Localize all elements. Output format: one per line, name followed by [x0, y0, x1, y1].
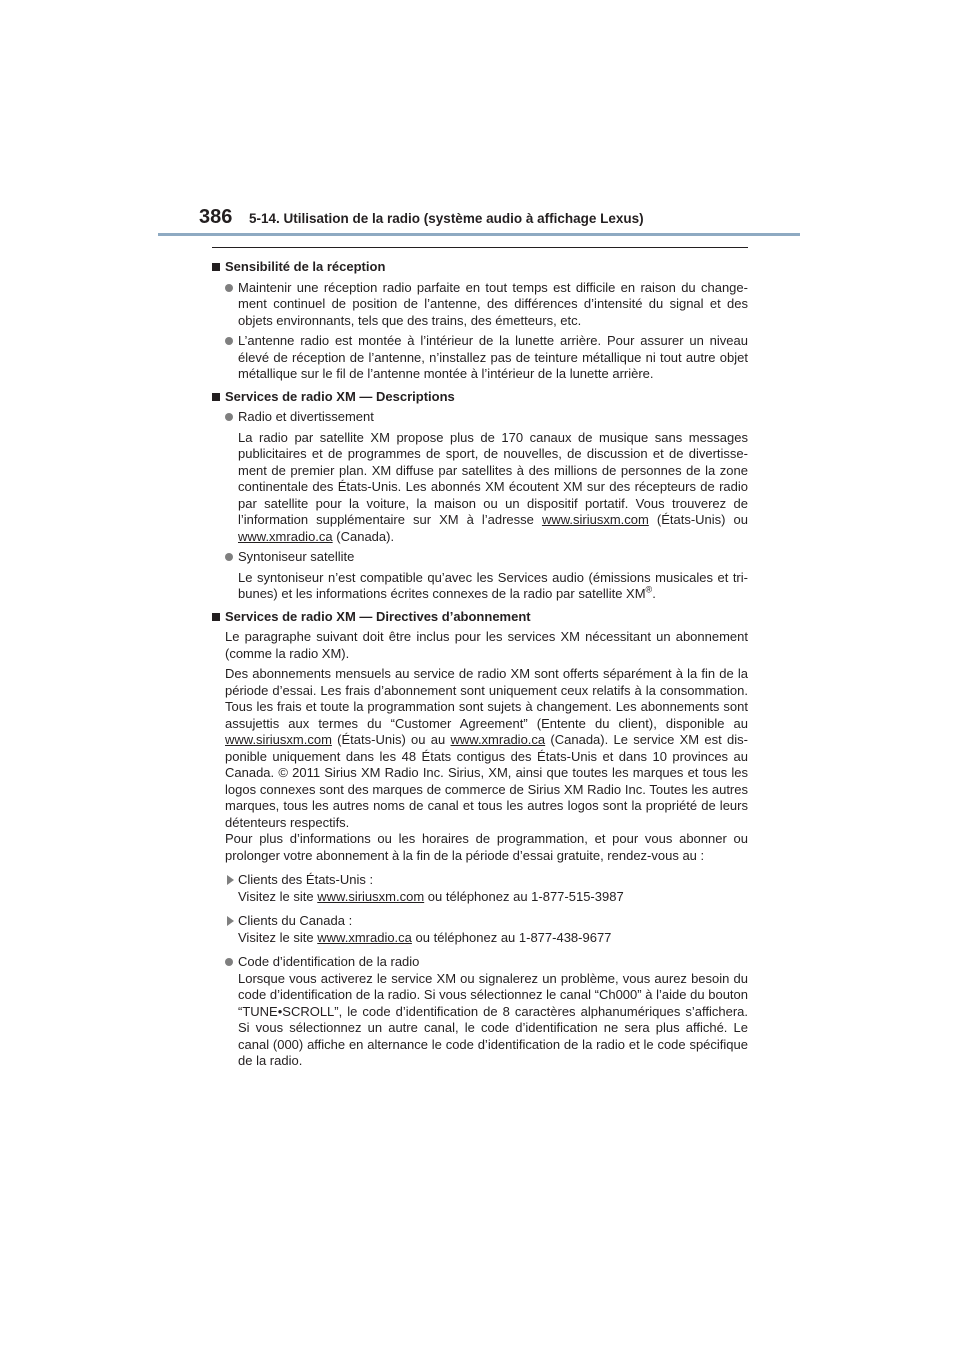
list-item-us-clients: Clients des États-Unis : Visitez le site www.siriusxm.com ou téléphonez au 1-877-515-3987 — [212, 872, 748, 905]
page-header — [0, 0, 960, 240]
round-bullet-icon — [225, 413, 233, 421]
square-bullet-icon — [212, 613, 220, 621]
list-item-radio: Radio et divertissement — [212, 409, 748, 426]
subscription-paragraph: Pour plus d’informations ou les horaires de programmation, et pour vous abonner ou prolonger votre abonnement à la fin de la période d’essai gratuite, rendez-vous au : — [225, 831, 748, 863]
round-bullet-icon — [225, 553, 233, 561]
section-heading-reception: Sensibilité de la réception — [212, 259, 748, 276]
subscription-paragraph: Le paragraphe suivant doit être inclus pour les services XM nécessitant un abonnement (comme la radio XM). — [225, 629, 748, 661]
section-heading-subscription: Services de radio XM — Directives d’abonnement — [212, 609, 748, 626]
subscription-paragraph: Des abonnements mensuels au service de radio XM sont offerts séparément à la fin de la période d’essai. Les frais d’abonnement sont uniquement ceux relatifs à la consommation. Tous les frais et toute la programmation sont sujets à changement. Les abonnements sont assujettis aux termes du “Customer Agreement” (Entente du client), disponible au www.siriusxm.com (États-Unis) ou au www.xmradio.ca (Canada). Le service XM est disponible uniquement dans les 48 États contigus des États-Unis et dans 10 provinces au Canada. © 2011 Sirius XM Radio Inc. Sirius, XM, ainsi que toutes les marques et tous les logos connexes sont des marques de commerce de Sirius XM Radio Inc. Toutes les autres marques, tous les autres noms de canal et tous les autres logos sont la propriété de leurs détenteurs respectifs. — [225, 666, 748, 830]
page-content — [212, 257, 748, 1072]
square-bullet-icon — [212, 393, 220, 401]
section-heading-descriptions: Services de radio XM — Descriptions — [212, 389, 748, 406]
page-number: 386 — [199, 206, 233, 228]
xmradio-link[interactable]: www.xmradio.ca — [238, 528, 333, 544]
section-rule — [212, 247, 748, 248]
tuner-description: Le syntoniseur n’est compatible qu’avec les Services audio (émissions musicales et tribunes) et les informations écrites connexes de la radio par satellite XM®. — [238, 569, 748, 601]
round-bullet-icon — [225, 337, 233, 345]
siriusxm-link[interactable]: www.siriusxm.com — [225, 732, 332, 747]
list-item-ca-clients: Clients du Canada : Visitez le site www.xmradio.ca ou téléphonez au 1-877-438-9677 — [212, 913, 748, 946]
arrow-bullet-icon — [227, 916, 234, 926]
round-bullet-icon — [225, 284, 233, 292]
header-rule — [158, 233, 800, 236]
siriusxm-link[interactable]: www.siriusxm.com — [541, 512, 649, 527]
siriusxm-link[interactable]: www.siriusxm.com — [317, 888, 425, 904]
list-item-radio-id: Code d’identification de la radio Lorsque vous activerez le service XM ou signalerez un problème, vous aurez besoin du code d’identification de la radio. Si vous sélectionnez le canal “Ch000” à l’aide du bouton “TUNE•SCROLL”, le code d’identification de 8 caractères alphanumériques s’affichera. Si vous sélectionnez un autre canal, le code d’identification ne sera plus affiché. Le canal (000) affiche en alternance le code d’identification de la radio et le code spécifique de la radio. — [212, 954, 748, 1070]
round-bullet-icon — [225, 958, 233, 966]
xmradio-link[interactable]: www.xmradio.ca — [450, 732, 546, 747]
chapter-title: 5-14. Utilisation de la radio (système audio à affichage Lexus) — [249, 211, 644, 226]
arrow-bullet-icon — [227, 875, 234, 885]
xmradio-link[interactable]: www.xmradio.ca — [317, 929, 412, 945]
radio-description: La radio par satellite XM propose plus de 170 canaux de musique sans messages publicitaires et de programmes de sport, de nouvelles, de discussion et de divertissement de premier plan. XM diffuse par satellites à des millions de personnes de la zone continentale des États-Unis. Les abonnés XM écoutent XM sur des récepteurs de radio par satellite pour la voiture, la maison ou un dispositif portatif. Vous trouverez de l’information supplémentaire sur XM à l’adresse www.siriusxm.com (États-Unis) ou www.xmradio.ca (Canada). — [238, 429, 748, 544]
list-item-tuner: Syntoniseur satellite — [212, 549, 748, 566]
square-bullet-icon — [212, 263, 220, 271]
list-item: L’antenne radio est montée à l’intérieur de la lunette arrière. Pour assurer un niveau élevé de réception de l’antenne, n’installez pas de teinture métallique ni tout autre objet métallique sur le fil de l’antenne montée à l’intérieur de la lunette arrière. — [212, 333, 748, 383]
list-item: Maintenir une réception radio parfaite en tout temps est difficile en raison du changement continuel de position de l’antenne, des différences d’intensité du signal et des objets environnants, tels que des trains, des émetteurs, etc. — [212, 280, 748, 330]
